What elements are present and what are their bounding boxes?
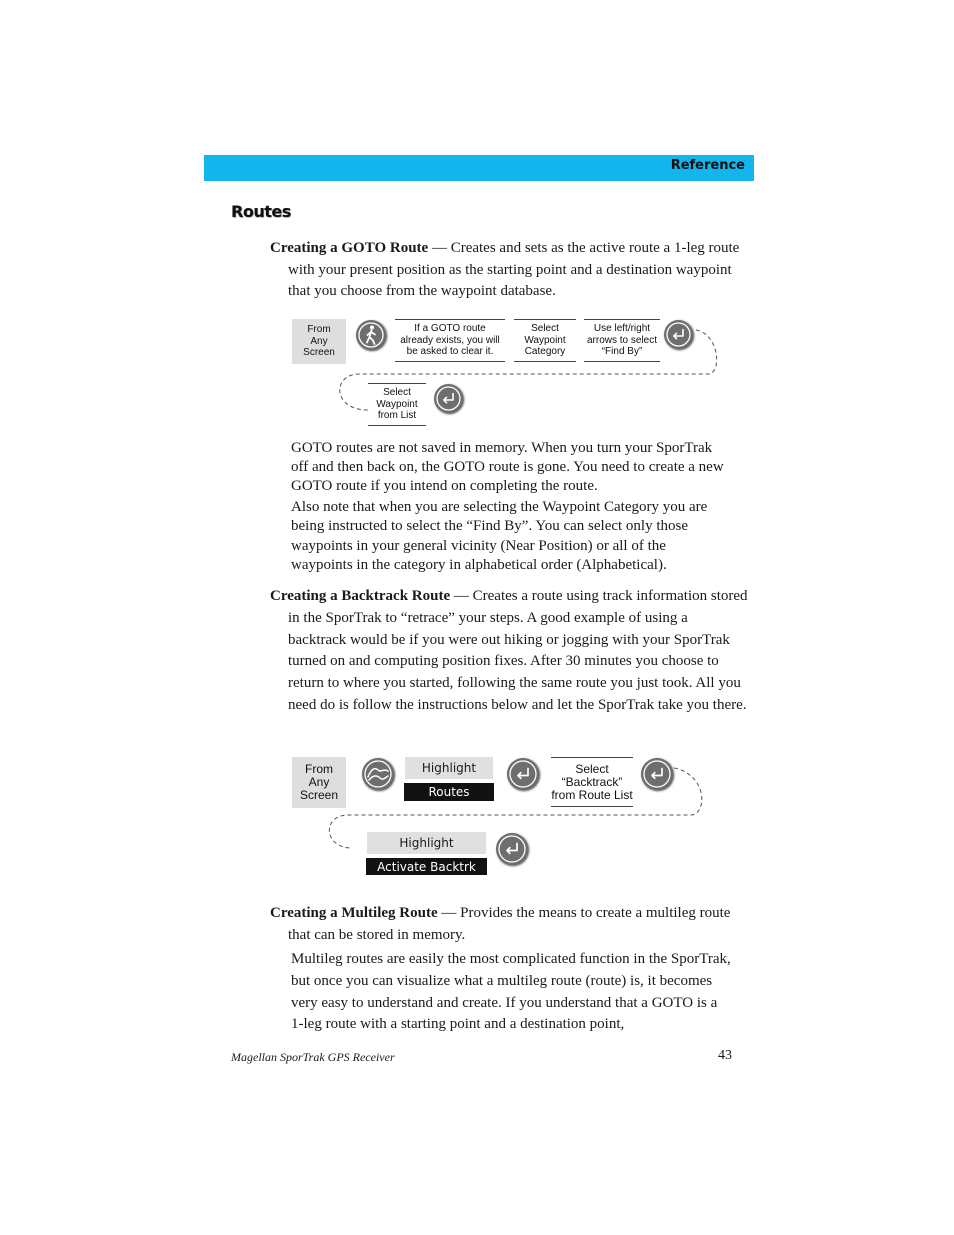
backtrack-step-select-from-list: Select “Backtrack” from Route List [551, 757, 633, 807]
menu-item-routes[interactable]: Routes [404, 783, 494, 801]
multileg-route-paragraph [270, 902, 748, 946]
multileg-route-term: Creating a Multileg Route [270, 905, 438, 921]
goto-from-any-screen: From Any Screen [292, 319, 346, 364]
multileg-note: Multileg routes are easily the most complicated function in the SporTrak, but once you can visualize what a multileg route (route) is, it becomes very easy to understand and create. If you understand that a GOTO is a 1-leg route with a starting point and a destination point, [291, 951, 731, 1033]
multileg-route-definition: — Provides the means to create a multileg route that can be stored in memory. [288, 905, 731, 943]
goto-step-select-category: Select Waypoint Category [514, 319, 576, 362]
goto-step-select-from-list: Select Waypoint from List [368, 383, 426, 426]
backtrack-from-any-screen: From Any Screen [292, 757, 346, 808]
section-label: Reference [670, 158, 745, 173]
goto-note-memory: GOTO routes are not saved in memory. When you turn your SporTrak off and then back on, the GOTO route is gone. You need to create a new GOTO route if you intend on completing the route. [291, 440, 724, 494]
backtrack-highlight-label-2: Highlight [367, 832, 486, 854]
enter-button-icon [496, 833, 528, 865]
backtrack-enter-button-3[interactable] [496, 833, 528, 865]
goto-step-clear-route: If a GOTO route already exists, you will be asked to clear it. [395, 319, 505, 362]
menu-item-activate-backtrk[interactable]: Activate Backtrk [366, 858, 487, 875]
backtrack-route-paragraph [270, 586, 748, 717]
goto-route-term: Creating a GOTO Route [270, 240, 429, 256]
goto-route-paragraph [270, 238, 748, 303]
page-title: Routes [231, 202, 291, 221]
section-banner [204, 155, 754, 181]
goto-step-find-by: Use left/right arrows to select “Find By” [584, 319, 660, 362]
backtrack-route-term: Creating a Backtrack Route [270, 588, 451, 604]
goto-note-find-by: Also note that when you are selecting the Waypoint Category you are being instructed to select the “Find By”. You can select only those waypoints in your general vicinity (Near Position) or all of the waypoints in the category in alphabetical order (Alphabetical). [291, 499, 708, 573]
backtrack-highlight-label-1: Highlight [405, 757, 493, 779]
goto-enter-button-2[interactable] [434, 384, 463, 413]
page-number: 43 [718, 1048, 732, 1063]
enter-button-icon [434, 384, 463, 413]
goto-route-definition: — Creates and sets as the active route a 1-leg route with your present position as the starting point and a destination waypoint that you choose from the waypoint database. [288, 240, 740, 299]
backtrack-route-definition: — Creates a route using track information stored in the SporTrak to “retrace” your steps. A good example of using a backtrack would be if you were out hiking or jogging with your SporTrak turned on and computing position fixes. After 30 minutes you choose to return to where you started, following the same route you just took. All you need do is follow the instructions below and let the SporTrak take you there. [288, 588, 748, 713]
footer-book-title: Magellan SporTrak GPS Receiver [231, 1050, 395, 1064]
